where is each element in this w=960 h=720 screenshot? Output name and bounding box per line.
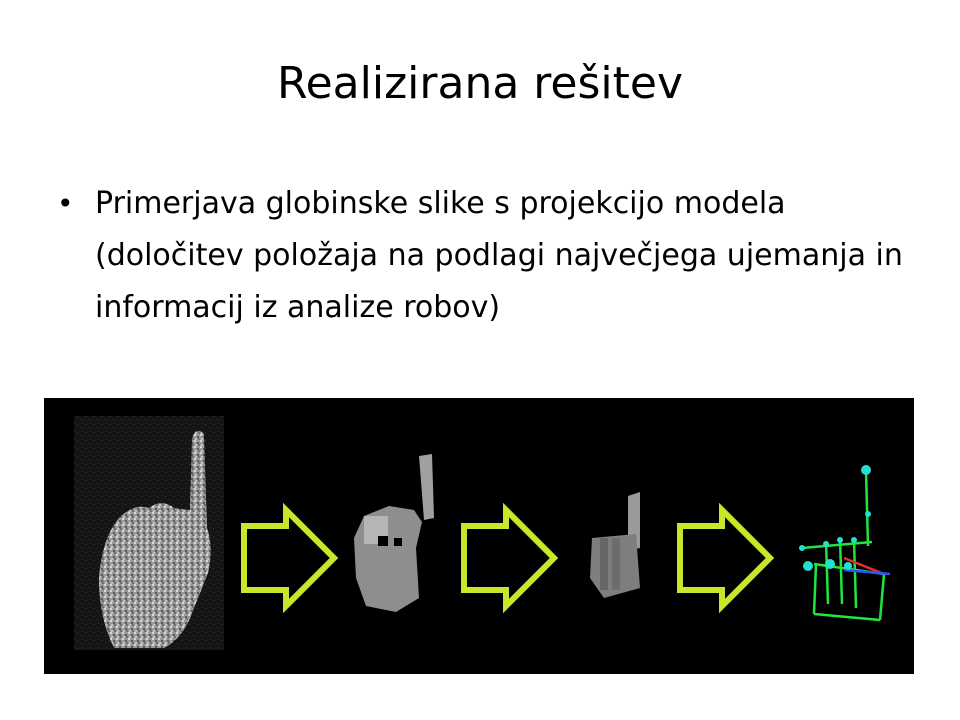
skeleton-joints — [799, 465, 871, 571]
joint — [799, 545, 805, 551]
pipeline-figure — [44, 398, 914, 674]
projection-fold — [600, 538, 608, 590]
segmented-finger — [419, 454, 434, 520]
skeleton-bone — [814, 614, 880, 620]
skeleton-bone — [880, 574, 884, 620]
projection-fold — [612, 538, 620, 590]
arrow-icon — [464, 510, 554, 606]
bullet-dot: • — [57, 187, 74, 220]
skeleton-bone — [840, 538, 842, 604]
arrow-icon — [680, 510, 770, 606]
joint — [803, 561, 813, 571]
skeleton-bone — [854, 540, 856, 608]
joint — [861, 465, 871, 475]
segmented-hole — [394, 538, 402, 546]
skeleton-bone — [866, 470, 868, 546]
slide-title: Realizirana rešitev — [277, 58, 683, 109]
pipeline-figure-svg — [44, 398, 914, 674]
skeleton-bone — [802, 542, 872, 548]
skeleton-bone — [814, 564, 816, 614]
model-projection-panel — [590, 492, 640, 598]
joint — [823, 541, 829, 547]
joint — [865, 511, 871, 517]
joint — [844, 562, 852, 570]
bullet-item — [55, 178, 915, 334]
segmented-hand-panel — [354, 454, 434, 612]
depth-image-panel — [74, 416, 224, 650]
bullet-list — [55, 178, 915, 334]
joint — [825, 559, 835, 569]
skeleton-model-panel — [802, 470, 890, 620]
joint — [851, 537, 857, 543]
arrow-icon — [244, 510, 334, 606]
joint — [837, 537, 843, 543]
bullet-text: Primerjava globinske slike s projekcijo modela (določitev položaja na podlagi največjega ujemanja in informacij iz analize robov) — [95, 186, 903, 325]
skeleton-bone — [826, 542, 828, 604]
segmented-hole — [378, 536, 388, 546]
